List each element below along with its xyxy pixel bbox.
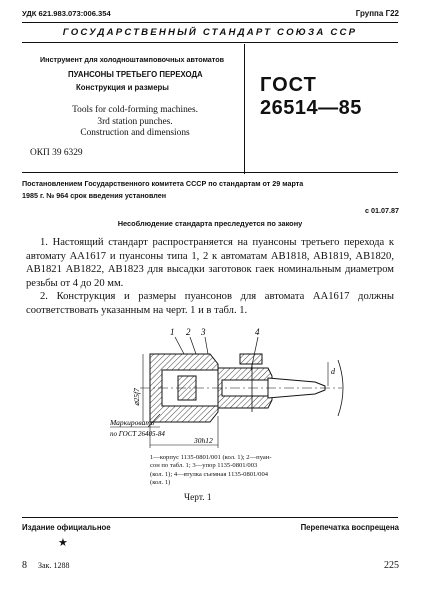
body-text [26, 236, 394, 318]
title-en-line1: Tools for cold-forming machines. [72, 105, 198, 115]
callout-4: 4 [255, 327, 260, 337]
footer-rule [22, 517, 398, 518]
footer-reprint: Перепечатка воспрещена [300, 523, 399, 532]
drawing-chert-1 [110, 324, 360, 454]
gost-label: ГОСТ [260, 74, 317, 96]
caption-line1: 1—корпус 1135-0801/001 (кол. 1); 2—пуан- [150, 454, 272, 461]
callout-3: 3 [201, 327, 206, 337]
title-bottom-rule [22, 172, 398, 173]
dim-d-label: d [331, 367, 335, 376]
banner-rule [22, 42, 398, 43]
title-ru-line3: Конструкция и размеры [76, 83, 169, 92]
drawing-title: Черт. 1 [184, 493, 212, 503]
paragraph-2: 2. Конструкция и размеры пуансонов для автомата АА1617 должны соответствовать указанным на черт. 1 и в табл. 1. [26, 291, 394, 316]
title-en-line3: Construction and dimensions [80, 128, 190, 138]
page-number-left: 8 [22, 560, 27, 571]
warning-text: Несоблюдение стандарта преследуется по закону [117, 219, 303, 228]
decree-date: с 01.07.87 [365, 206, 399, 215]
mark-line1: Маркировать [110, 418, 155, 427]
drawing-caption [150, 454, 300, 488]
paragraph-1: 1. Настоящий стандарт распространяется на пуансоны третьего перехода к автомату АА1617 и пуансоны типа 1, 2 к автоматам АВ1818, АВ1819, АВ1820, АВ1821 АВ1822, АВ1823 для высадки заготовок гаек номинальным диаметром резьбы от 4 до 20 мм. [26, 237, 394, 289]
callout-1: 1 [170, 327, 175, 337]
star-icon: ★ [58, 537, 68, 549]
title-en-line2: 3rd station punches. [97, 116, 173, 127]
dim-diameter-label: ⌀25f7 [132, 388, 141, 406]
punch-body [140, 354, 342, 422]
decree-line2: 1985 г. № 964 срок введения установлен [22, 191, 167, 200]
top-rule [22, 22, 398, 23]
callout-2: 2 [186, 327, 191, 337]
mark-line2: по ГОСТ 26405-84 [110, 430, 165, 438]
udk-code: УДК 621.983.073:006.354 [22, 9, 111, 18]
title-en [70, 105, 200, 140]
standard-banner: ГОСУДАРСТВЕННЫЙ СТАНДАРТ СОЮЗА ССР [62, 27, 358, 38]
title-divider [244, 44, 245, 174]
group-code: Группа Г22 [355, 9, 399, 18]
title-ru-line1: Инструмент для холодноштамповочных автоматов [40, 55, 225, 64]
caption-line3: (кол. 1); 4—втулка съемная 1135-0801/004 [150, 470, 269, 478]
okp-code: ОКП 39 6329 [30, 148, 83, 158]
caption-line4: (кол. 1) [150, 479, 171, 487]
footer-official: Издание официальное [22, 523, 111, 532]
page-number-right: 225 [384, 560, 399, 571]
order-number: Зак. 1288 [38, 561, 70, 570]
gost-number: 26514—85 [260, 97, 362, 119]
caption-line2: сон по табл. 1; 3—упор 1135-0801/003 [150, 462, 258, 470]
dim-bottom-label: 30h12 [194, 436, 213, 445]
decree-line1: Постановлением Государственного комитета СССР по стандартам от 29 марта [22, 179, 304, 188]
title-ru-line2: ПУАНСОНЫ ТРЕТЬЕГО ПЕРЕХОДА [68, 70, 203, 79]
